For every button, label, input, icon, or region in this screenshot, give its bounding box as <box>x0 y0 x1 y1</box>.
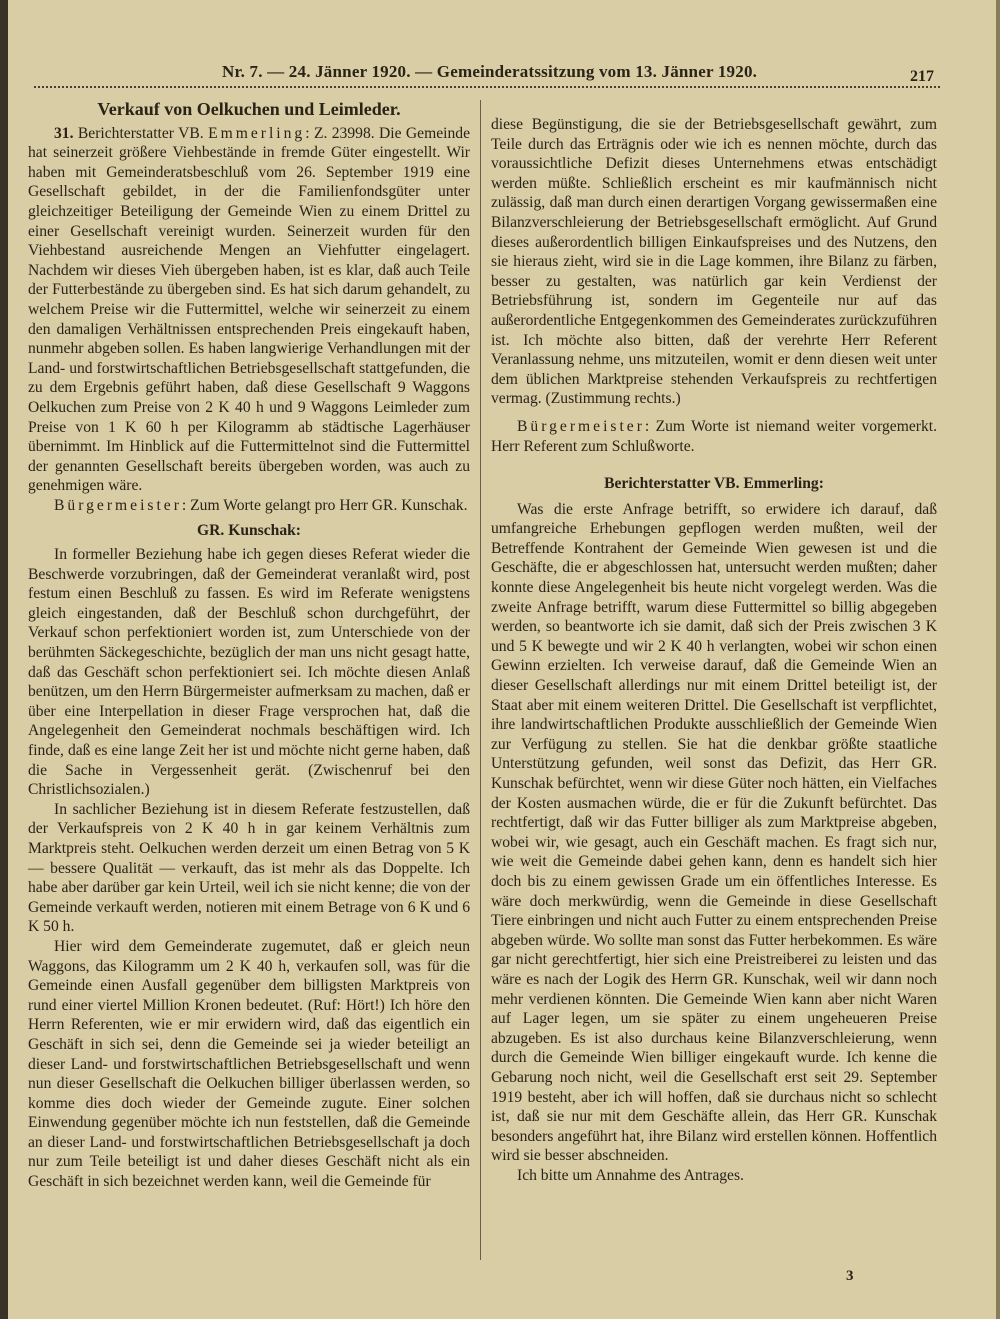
paragraph-kunschak-4: diese Begünstigung, die sie der Betriebsgesellschaft gewährt, zum Teile durch das Erträgnis oder wie ich es nennen möchte, durch das voraussichtliche Defizit dieses Unternehmens etwas entschädigt werden müßte. Schließlich erscheint es mir kaufmännisch nicht zulässig, daß man durch einen derartigen Vorgang gewissermaßen eine Bilanzverschleierung der Betriebsgesellschaft ermöglicht. Auf Grund dieses außerordentlich billigen Einkaufspreises und des Nutzens, den sie hieraus zieht, wird sie in die Lage kommen, ihre Bilanz zu färben, besser zu gestalten, was natürlich gar kein Verdienst der Betriebsführung ist, sondern im Gegenteile nur auf das außerordentliche Entgegenkommen des Gemeinderates zurückzuführen ist. Ich möchte also bitten, daß der verehrte Herr Referent Veranlassung nehme, uns mitzuteilen, womit er denn diesen weit unter dem üblichen Marktpreise stehenden Verkaufspreis zu rechtfertigen vermag. (Zustimmung rechts.) <box>491 116 937 408</box>
speaker-heading-emmerling: Berichterstatter VB. Emmerling: <box>604 475 824 493</box>
left-column <box>28 100 470 1192</box>
paragraph-mayor-2 <box>491 417 937 456</box>
paragraph-mayor <box>28 496 470 516</box>
paragraph-kunschak-2: In sachlicher Beziehung ist in diesem Referate festzustellen, daß der Verkaufspreis von 2 K 40 h in gar keinem Verhältnis zum Marktpreis steht. Oelkuchen werden derzeit um einen Betrag von 5 K — bessere Qualität — verkauft, das ist mehr als das Doppelte. Ich habe aber darüber gar kein Urteil, weil ich sie nicht kenne; die von der Gemeinde verkauft werden, notieren mit einem Betrage von 6 K und 6 K 50 h. <box>28 800 470 936</box>
article-heading: Verkauf von Oelkuchen und Leimleder. <box>97 99 401 119</box>
paragraph-closing: Ich bitte um Annahme des Antrages. <box>517 1166 744 1184</box>
page-number: 217 <box>910 68 934 85</box>
speaker-name: Emmerling <box>208 124 306 142</box>
paragraph-text: : Zum Worte gelangt pro Herr GR. Kunschak. <box>181 496 468 514</box>
page-header <box>0 58 1000 88</box>
header-rule <box>34 86 940 88</box>
right-column <box>491 115 937 1185</box>
paragraph-report <box>28 124 470 496</box>
speaker-name: Bürgermeister <box>54 496 182 514</box>
speaker-role: Berichterstatter VB. <box>77 124 204 142</box>
item-number: 31. <box>54 124 74 142</box>
speaker-name: Bürgermeister <box>517 417 645 435</box>
header-title: Nr. 7. — 24. Jänner 1920. — Gemeinderatssitzung vom 13. Jänner 1920. <box>222 62 758 81</box>
signature-mark: 3 <box>846 1268 854 1284</box>
paragraph-kunschak-1: In formeller Beziehung habe ich gegen dieses Referat wieder die Beschwerde vorzubringen, daß der Gemeinderat veranlaßt wird, post festum einen Beschluß zu fassen. Es wird im Referate wenigstens gleich eingestanden, daß der Beschluß schon durchgeführt, der Verkauf schon perfektioniert worden ist, zum Unterschiede von der berühmten Säckegeschichte, bezüglich der man uns nicht gesagt hatte, daß das Geschäft schon perfektioniert sei. Ich möchte diesen Anlaß benützen, um den Herrn Bürgermeister aufmerksam zu machen, daß er über eine Interpellation in dieser Frage versprochen hat, daß die Angelegenheit den Gemeinderat nochmals beschäftigen wird. Ich finde, daß es eine lange Zeit her ist und möchte nicht gerne haben, daß die Sache in Vergessenheit gerät. (Zwischenruf bei den Christlichsozialen.) <box>28 546 470 799</box>
scan-edge-left <box>0 0 8 1319</box>
column-divider <box>480 100 481 1260</box>
paragraph-kunschak-3: Hier wird dem Gemeinderate zugemutet, daß er gleich neun Waggons, das Kilogramm um 2 K 40 h, verkaufen soll, was für die Gemeinde einen Ausfall gegenüber dem billigsten Marktpreis von rund einer viertel Million Kronen bedeutet. (Ruf: Hört!) Ich höre den Herrn Referenten, wie er mir erwidern wird, daß das eigentlich ein Geschäft in sich sei, denn die Gemeinde sei ja wieder beteiligt an dieser Land- und forstwirtschaftlichen Betriebsgesellschaft und wenn nun dieser Gesellschaft die Oelkuchen billiger überlassen werden, so komme dies doch wieder der Gemeinde zugute. Einer solchen Einwendung gegenüber möchte ich nun feststellen, daß die Gemeinde an dieser Land- und forstwirtschaftlichen Betriebsgesellschaft ja doch nur zum Teile beteiligt ist und daher dieses Geschäft nicht als ein Geschäft in sich bezeichnet werden kann, weil die Gemeinde für <box>28 937 470 1191</box>
speaker-heading-kunschak: GR. Kunschak: <box>197 522 301 540</box>
paragraph-emmerling-reply: Was die erste Anfrage betrifft, so erwidere ich darauf, daß umfangreiche Erhebungen gepflogen werden mußten, weil der Betreffende Kontrahent der Gemeinde Wien gewesen ist und die Geschäfte, die er abgeschlossen hat, untersucht werden mußten; daher konnte diese Angelegenheit bis heute nicht vorgelegt werden. Was die zweite Anfrage betrifft, warum diese Futtermittel so billig abgegeben werden, so beantworte ich sie damit, daß sich der Preis zwischen 3 K und 5 K bewegte und wir 2 K 40 h verlangten, wobei wir schon einen Gewinn erzielten. Ich verweise darauf, daß die Gemeinde Wien an dieser Gesellschaft allerdings nur mit einem Drittel beteiligt ist, der Staat aber mit einem weiteren Drittel. Die Gesellschaft ist verpflichtet, ihre landwirtschaftlichen Produkte ausschließlich der Gemeinde Wien zur Verfügung zu stellen. Sie hat die denkbar größte staatliche Unterstützung gefunden, weil sonst das Defizit, das Herr GR. Kunschak befürchtet, wenn wir diese Güter noch hätten, ein Vielfaches der Kosten ausmachen würde, die er für die Zukunft befürchtet. Das rechtfertigt, daß wir das Futter billiger als zum Marktpreise abgeben, wobei wir, wie gesagt, auch ein Geschäft machen. Es fragt sich nur, wie weit die Gemeinde dabei gehen kann, denn es handelt sich hier doch bis zu einem gewissen Grade um ein öffentliches Interesse. Es wäre doch merkwürdig, wenn die Gemeinde in diese Gesellschaft Tiere einbringen und nicht auch Futter zu einem entsprechenden Preise abgeben würde. Wo sollte man sonst das Futter herbekommen. Es wäre gar nicht gerechtfertigt, hier sich eine Preistreiberei zu leisten und das wäre es nach der Logik des Herrn GR. Kunschak, weil wir dann noch mehr verdienen könnten. Die Gemeinde Wien kann aber nicht Waren auf Lager legen, um sie später zu einem ungeheueren Preise abzugeben. Es ist also durchaus keine Bilanzverschleierung, wenn durch die Gemeinde Wien billiger eingekauft wurde. Ich kenne die Gebarung noch nicht, weil die Gesellschaft erst seit 29. September 1919 besteht, aber ich will hoffen, daß sie durchaus nicht so schlecht ist, daß sie nur mit dem Geschäfte allein, das Herr GR. Kunschak besonders angeführt hat, ihre Bilanz wird erstellen können. Hoffentlich wird sie besser abschneiden. <box>491 500 937 1165</box>
scan-edge-right <box>996 0 1000 1319</box>
paragraph-text: : Z. 23998. Die Gemeinde hat seinerzeit größere Viehbestände in fremde Güter eingestellt. Wir haben mit Gemeinderatsbeschluß vom 26. September 1919 eine Gesellschaft gebildet, in der die Familienfondsgüter unter gleichzeitiger Beteiligung der Gemeinde Wien zu einem Drittel zu einer Gesellschaft vereinigt wurden. Seinerzeit wurden für den Viehbestand ausreichende Mengen an Viehfutter eingelagert. Nachdem wir dieses Vieh übergeben haben, ist es klar, daß auch Teile der Futterbestände zu übergeben sind. Es hat sich darum gehandelt, zu welchem Preise wir die Futtermittel, welche wir seinerzeit zu einem den damaligen Verhältnissen entsprechenden Preis eingekauft haben, nunmehr abgeben sollen. Es haben langwierige Verhandlungen mit der Land- und forstwirtschaftlichen Betriebsgesellschaft stattgefunden, die zu dem Ergebnis geführt haben, daß diese Gesellschaft 9 Waggons Oelkuchen zum Preise von 2 K 40 h und 9 Waggons Leimleder zum Preise von 1 K 60 h per Kilogramm ab städtische Lagerhäuser übernimmt. Im Hinblick auf die Futtermittelnot sind die Futtermittel der genannten Gesellschaft bereits übergeben worden, was auch zu genehmigen wäre. <box>28 124 470 495</box>
paragraph-text: : Zum Worte ist niemand weiter vorgemerkt. Herr Referent zum Schlußworte. <box>491 417 937 455</box>
